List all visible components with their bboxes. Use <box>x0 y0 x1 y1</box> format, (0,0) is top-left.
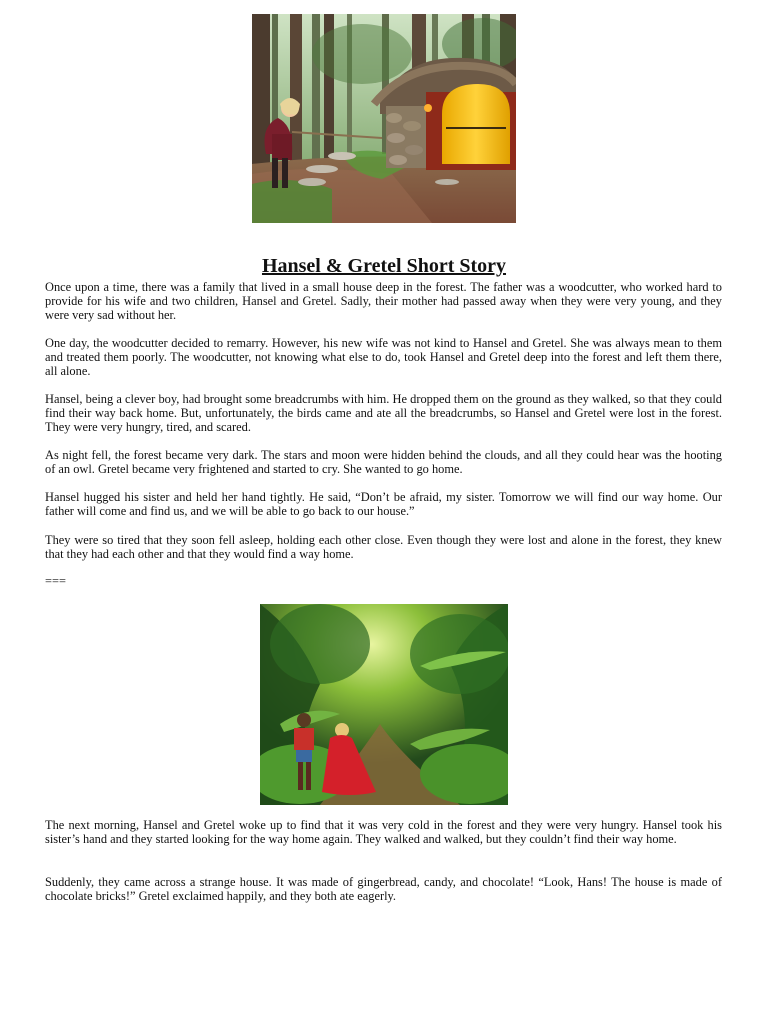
paragraph: Suddenly, they came across a strange house. It was made of gingerbread, candy, and chocolate! “Look, Hans! The house is made of chocolate bricks!” Gretel exclaimed happily, and they both ate eagerly. <box>45 875 722 904</box>
paragraph: They were so tired that they soon fell asleep, holding each other close. Even though they were lost and alone in the forest, they knew that they had each other and that they would find a way home. <box>45 533 722 562</box>
paragraph: One day, the woodcutter decided to remarry. However, his new wife was not kind to Hansel and Gretel. She was always mean to them and treated them poorly. The woodcutter, not knowing what else to do, took Hansel and Gretel deep into the forest and left them there, all alone. <box>45 336 722 379</box>
section-separator: === <box>45 574 66 588</box>
paragraph: As night fell, the forest became very dark. The stars and moon were hidden behind the clouds, and all they could hear was the hooting of an owl. Gretel became very frightened and started to cry. She wanted to go home. <box>45 448 722 477</box>
illustration-children-in-forest <box>260 604 508 805</box>
paragraph: The next morning, Hansel and Gretel woke up to find that it was very cold in the forest and they were very hungry. Hansel took his sister’s hand and they started looking for the way home again. They walked and walked, but they couldn’t find their way home. <box>45 818 722 847</box>
paragraph: Hansel hugged his sister and held her hand tightly. He said, “Don’t be afraid, my sister. Tomorrow we will find our way home. Our father will come and find us, and we will be able to go back to our house.” <box>45 490 722 519</box>
paragraph: Once upon a time, there was a family that lived in a small house deep in the forest. The father was a woodcutter, who worked hard to provide for his wife and two children, Hansel and Gretel. Sadly, their mother had passed away when they were very young, and they were very sad without her. <box>45 280 722 323</box>
illustration-forest-cottage <box>252 14 516 223</box>
paragraph: Hansel, being a clever boy, had brought some breadcrumbs with him. He dropped them on the ground as they walked, so that they could find their way back home. But, unfortunately, the birds came and ate all the breadcrumbs, so Hansel and Gretel were lost in the forest. They were very hungry, tired, and scared. <box>45 392 722 435</box>
story-title: Hansel & Gretel Short Story <box>261 255 507 278</box>
